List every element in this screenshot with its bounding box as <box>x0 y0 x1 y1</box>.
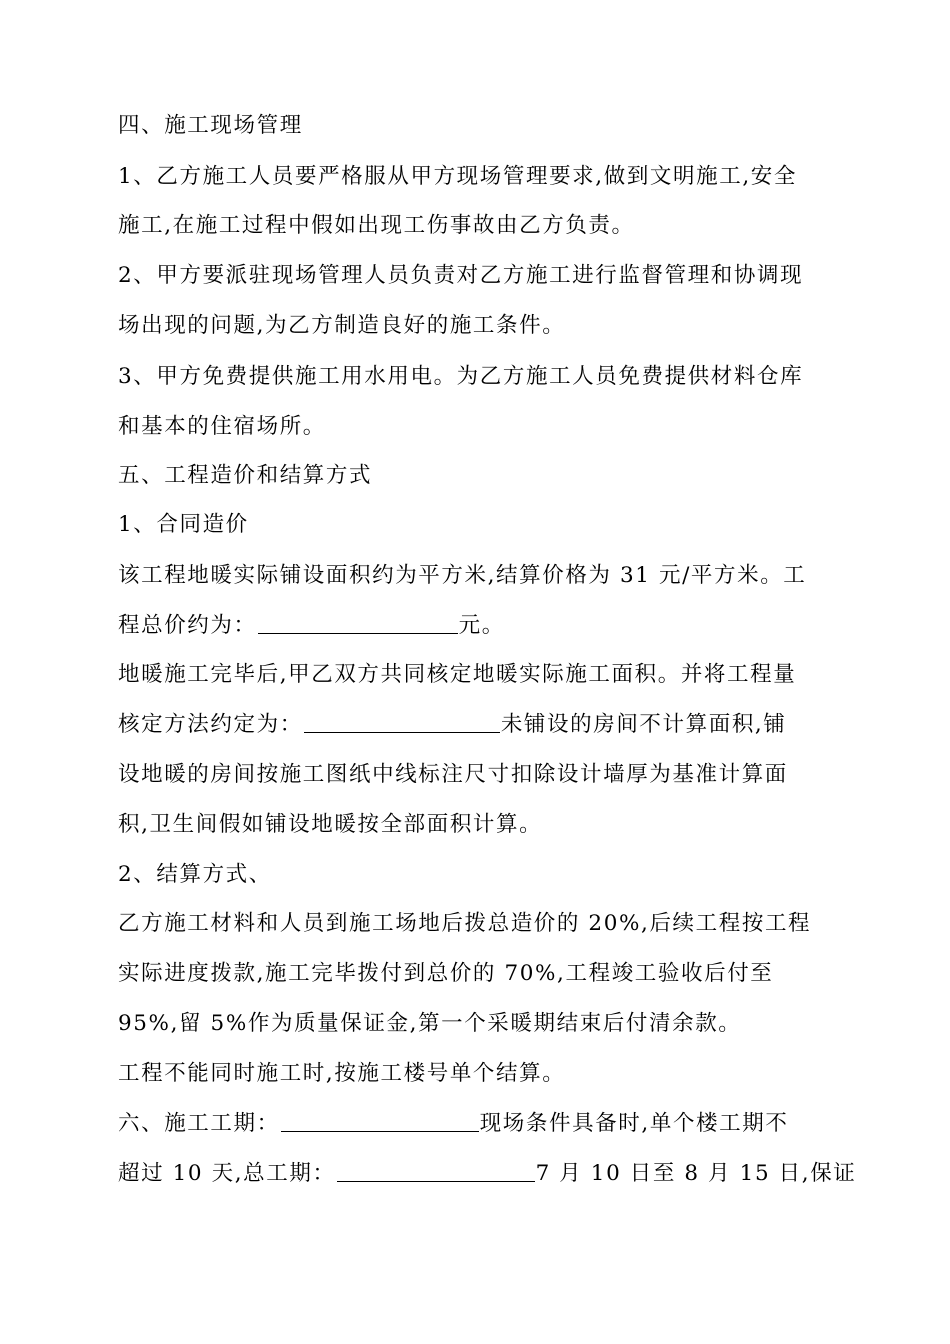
area-verification-line-4: 积,卫生间假如铺设地暖按全部面积计算。 <box>118 812 543 837</box>
area-method-label: 核定方法约定为： <box>118 712 303 737</box>
area-verification-line-1: 地暖施工完毕后,甲乙双方共同核定地暖实际施工面积。并将工程量 <box>118 662 797 687</box>
area-method-blank-field <box>304 710 500 733</box>
area-method-text: 未铺设的房间不计算面积,铺 <box>500 712 787 737</box>
section-6-heading: 六、施工工期： <box>118 1111 280 1136</box>
item-4-2-line-2: 场出现的问题,为乙方制造良好的施工条件。 <box>118 313 566 338</box>
total-period-label: 超过 10 天,总工期： <box>118 1161 336 1186</box>
construction-period-blank-field <box>281 1109 479 1132</box>
contract-price-line-1: 该工程地暖实际铺设面积约为平方米,结算价格为 31 元/平方米。工 <box>118 563 807 588</box>
section-6-line-2 <box>118 1157 856 1191</box>
settlement-line-4: 工程不能同时施工时,按施工楼号单个结算。 <box>118 1061 566 1086</box>
settlement-line-3: 95%,留 5%作为质量保证金,第一个采暖期结束后付清余款。 <box>118 1011 742 1036</box>
section-6-condition-text: 现场条件具备时,单个楼工期不 <box>479 1111 789 1136</box>
contract-price-line-2 <box>118 609 505 643</box>
total-price-blank-field <box>258 611 458 634</box>
item-4-3-line-2: 和基本的住宿场所。 <box>118 414 326 439</box>
item-5-1-heading: 1、合同造价 <box>118 512 249 537</box>
settlement-line-2: 实际进度拨款,施工完毕拨付到总价的 70%,工程竣工验收后付至 <box>118 961 774 986</box>
section-4-heading: 四、施工现场管理 <box>118 113 303 138</box>
item-4-1-line-2: 施工,在施工过程中假如出现工伤事故由乙方负责。 <box>118 213 635 238</box>
item-4-1-line-1: 1、乙方施工人员要严格服从甲方现场管理要求,做到文明施工,安全 <box>118 164 797 189</box>
total-period-dates: 7 月 10 日至 8 月 15 日,保证 <box>535 1161 857 1186</box>
item-5-2-heading: 2、结算方式、 <box>118 862 272 887</box>
settlement-line-1: 乙方施工材料和人员到施工场地后拨总造价的 20%,后续工程按工程 <box>118 911 812 936</box>
item-4-3-line-1: 3、甲方免费提供施工用水用电。为乙方施工人员免费提供材料仓库 <box>118 364 804 389</box>
section-5-heading: 五、工程造价和结算方式 <box>118 463 373 488</box>
area-verification-line-3: 设地暖的房间按施工图纸中线标注尺寸扣除设计墙厚为基准计算面 <box>118 762 788 787</box>
section-6-line-1 <box>118 1107 788 1141</box>
total-period-blank-field <box>337 1159 535 1182</box>
contract-total-label: 程总价约为： <box>118 613 257 638</box>
item-4-2-line-1: 2、甲方要派驻现场管理人员负责对乙方施工进行监督管理和协调现 <box>118 263 804 288</box>
area-verification-line-2 <box>118 708 786 742</box>
contract-total-unit: 元。 <box>458 613 505 638</box>
